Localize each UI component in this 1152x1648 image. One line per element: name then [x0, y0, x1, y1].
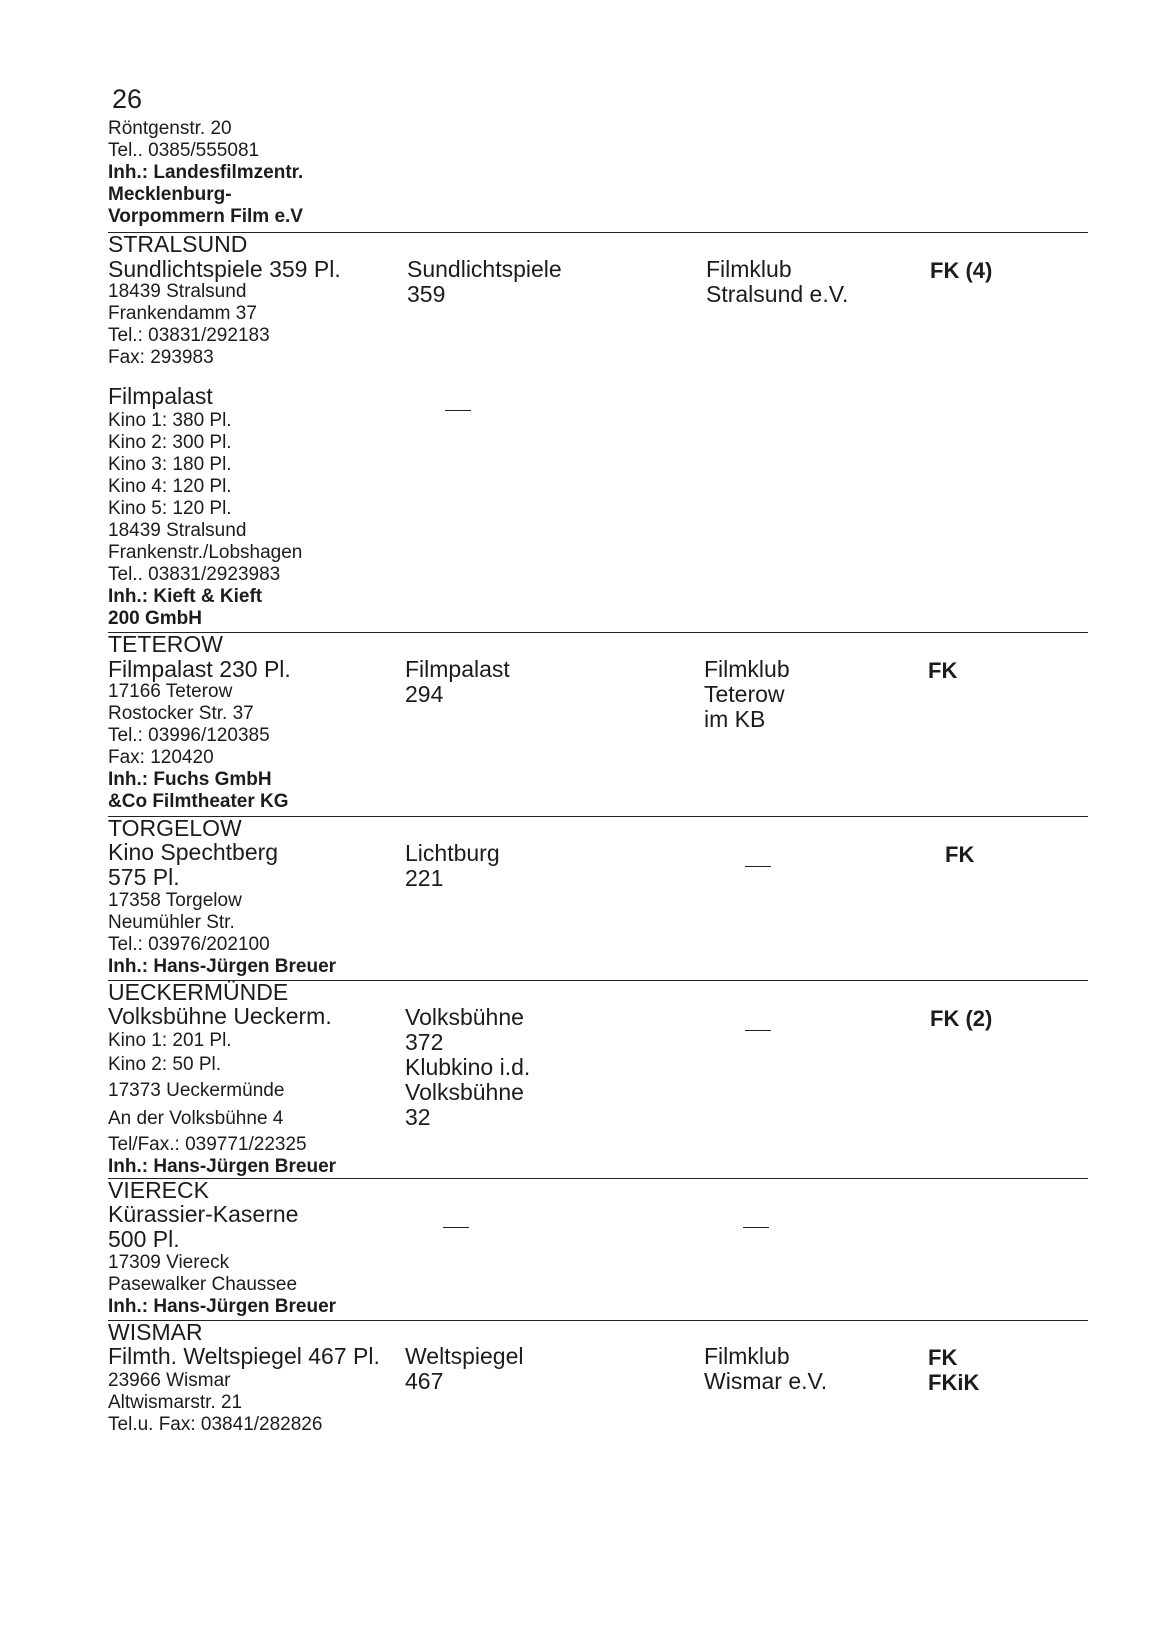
detail-line: Frankendamm 37	[108, 303, 257, 324]
detail-line: Tel.. 03831/2923983	[108, 564, 281, 585]
code-cell: FK (4)	[930, 258, 993, 283]
detail-line: Kino 5: 120 Pl.	[108, 498, 232, 519]
venue-line: 32	[405, 1104, 431, 1130]
empty-dash	[743, 1227, 769, 1228]
detail-line: 17373 Ueckermünde	[108, 1080, 285, 1101]
cinema-name: Sundlichtspiele 359 Pl.	[108, 256, 341, 282]
city-heading: VIERECK	[108, 1177, 209, 1203]
code-cell: FK	[928, 658, 958, 683]
detail-line: 18439 Stralsund	[108, 281, 247, 302]
detail-line: Altwismarstr. 21	[108, 1392, 243, 1413]
detail-line: Kino 1: 380 Pl.	[108, 410, 232, 431]
owner-line: Inh.: Hans-Jürgen Breuer	[108, 1156, 337, 1177]
venue-line: Filmpalast	[405, 656, 510, 682]
city-heading: UECKERMÜNDE	[108, 979, 289, 1005]
detail-line: 23966 Wismar	[108, 1370, 231, 1391]
venue-line: Sundlichtspiele	[407, 256, 562, 282]
owner-line: Mecklenburg-	[108, 184, 232, 205]
detail-line: 17166 Teterow	[108, 681, 233, 702]
detail-line: Kino 2: 50 Pl.	[108, 1054, 222, 1075]
owner-line: Inh.: Landesfilmzentr.	[108, 162, 304, 183]
detail-line: Kino 3: 180 Pl.	[108, 454, 232, 475]
detail-line: Neumühler Str.	[108, 912, 235, 933]
address-line: Röntgenstr. 20	[108, 118, 232, 139]
code-cell: FK	[945, 842, 975, 867]
city-heading: WISMAR	[108, 1319, 203, 1345]
venue-line: Weltspiegel	[405, 1343, 524, 1369]
owner-line: Inh.: Hans-Jürgen Breuer	[108, 1296, 337, 1317]
venue-line: 294	[405, 681, 444, 707]
city-heading: STRALSUND	[108, 231, 248, 257]
venue-line: Klubkino i.d.	[405, 1054, 531, 1080]
detail-line: An der Volksbühne 4	[108, 1108, 284, 1129]
cinema-name: Volksbühne Ueckerm.	[108, 1003, 332, 1029]
venue-cell	[407, 257, 562, 307]
owner-line: Inh.: Fuchs GmbH	[108, 769, 272, 790]
venue-cell	[405, 657, 510, 707]
section-divider	[108, 232, 1088, 233]
club-line: Filmklub	[704, 656, 790, 682]
section-divider	[108, 1178, 1088, 1179]
code-cell: FK (2)	[930, 1006, 993, 1031]
detail-line: Tel.: 03976/202100	[108, 934, 270, 955]
club-cell	[706, 257, 848, 307]
detail-line: Kino 4: 120 Pl.	[108, 476, 232, 497]
cinema-name: Kino Spechtberg	[108, 839, 279, 865]
club-line: Stralsund e.V.	[706, 281, 849, 307]
detail-line: Frankenstr./Lobshagen	[108, 542, 303, 563]
city-heading: TORGELOW	[108, 815, 242, 841]
address-line: Tel.. 0385/555081	[108, 140, 260, 161]
owner-line: Vorpommern Film e.V	[108, 206, 303, 227]
venue-line: Volksbühne	[405, 1004, 524, 1030]
section-divider	[108, 816, 1088, 817]
venue-line: 221	[405, 865, 444, 891]
venue-line: 359	[407, 281, 446, 307]
cinema-name: Filmth. Weltspiegel 467 Pl.	[108, 1343, 380, 1369]
city-heading: TETEROW	[108, 631, 223, 657]
detail-line: Tel.u. Fax: 03841/282826	[108, 1414, 323, 1435]
club-line: Wismar e.V.	[704, 1368, 828, 1394]
club-line: im KB	[704, 706, 766, 732]
club-line: Teterow	[704, 681, 785, 707]
cinema-name: 500 Pl.	[108, 1226, 180, 1252]
club-cell	[704, 657, 790, 732]
owner-line: Inh.: Hans-Jürgen Breuer	[108, 956, 337, 977]
cinema-name: Filmpalast	[108, 383, 213, 409]
cinema-name: Filmpalast 230 Pl.	[108, 656, 291, 682]
section-divider	[108, 1320, 1088, 1321]
section-divider	[108, 632, 1088, 633]
venue-line: 372	[405, 1029, 444, 1055]
detail-line: Rostocker Str. 37	[108, 703, 254, 724]
code-cell	[928, 1345, 979, 1395]
empty-dash	[445, 410, 471, 411]
code-line: FKiK	[928, 1370, 980, 1395]
owner-line: Inh.: Kieft & Kieft	[108, 586, 263, 607]
detail-line: Pasewalker Chaussee	[108, 1274, 298, 1295]
cinema-name: 575 Pl.	[108, 864, 180, 890]
empty-dash	[745, 866, 771, 867]
venue-line: Volksbühne	[405, 1079, 524, 1105]
venue-cell	[405, 1005, 530, 1130]
detail-line: Kino 2: 300 Pl.	[108, 432, 232, 453]
owner-line: 200 GmbH	[108, 608, 202, 629]
detail-line: 17358 Torgelow	[108, 890, 242, 911]
detail-line: Kino 1: 201 Pl.	[108, 1030, 232, 1051]
empty-dash	[443, 1227, 469, 1228]
venue-line: 467	[405, 1368, 444, 1394]
code-line: FK	[928, 1345, 958, 1370]
detail-line: Tel.: 03996/120385	[108, 725, 270, 746]
detail-line: Fax: 120420	[108, 747, 214, 768]
owner-line: &Co Filmtheater KG	[108, 791, 289, 812]
venue-line: Lichtburg	[405, 840, 500, 866]
club-line: Filmklub	[704, 1343, 790, 1369]
venue-cell	[405, 841, 500, 891]
empty-dash	[745, 1030, 771, 1031]
club-cell	[704, 1344, 827, 1394]
detail-line: Tel/Fax.: 039771/22325	[108, 1134, 307, 1155]
club-line: Filmklub	[706, 256, 792, 282]
detail-line: 18439 Stralsund	[108, 520, 247, 541]
detail-line: 17309 Viereck	[108, 1252, 230, 1273]
detail-line: Fax: 293983	[108, 347, 214, 368]
venue-cell	[405, 1344, 523, 1394]
cinema-name: Kürassier-Kaserne	[108, 1201, 299, 1227]
detail-line: Tel.: 03831/292183	[108, 325, 270, 346]
page-number: 26	[112, 84, 143, 114]
